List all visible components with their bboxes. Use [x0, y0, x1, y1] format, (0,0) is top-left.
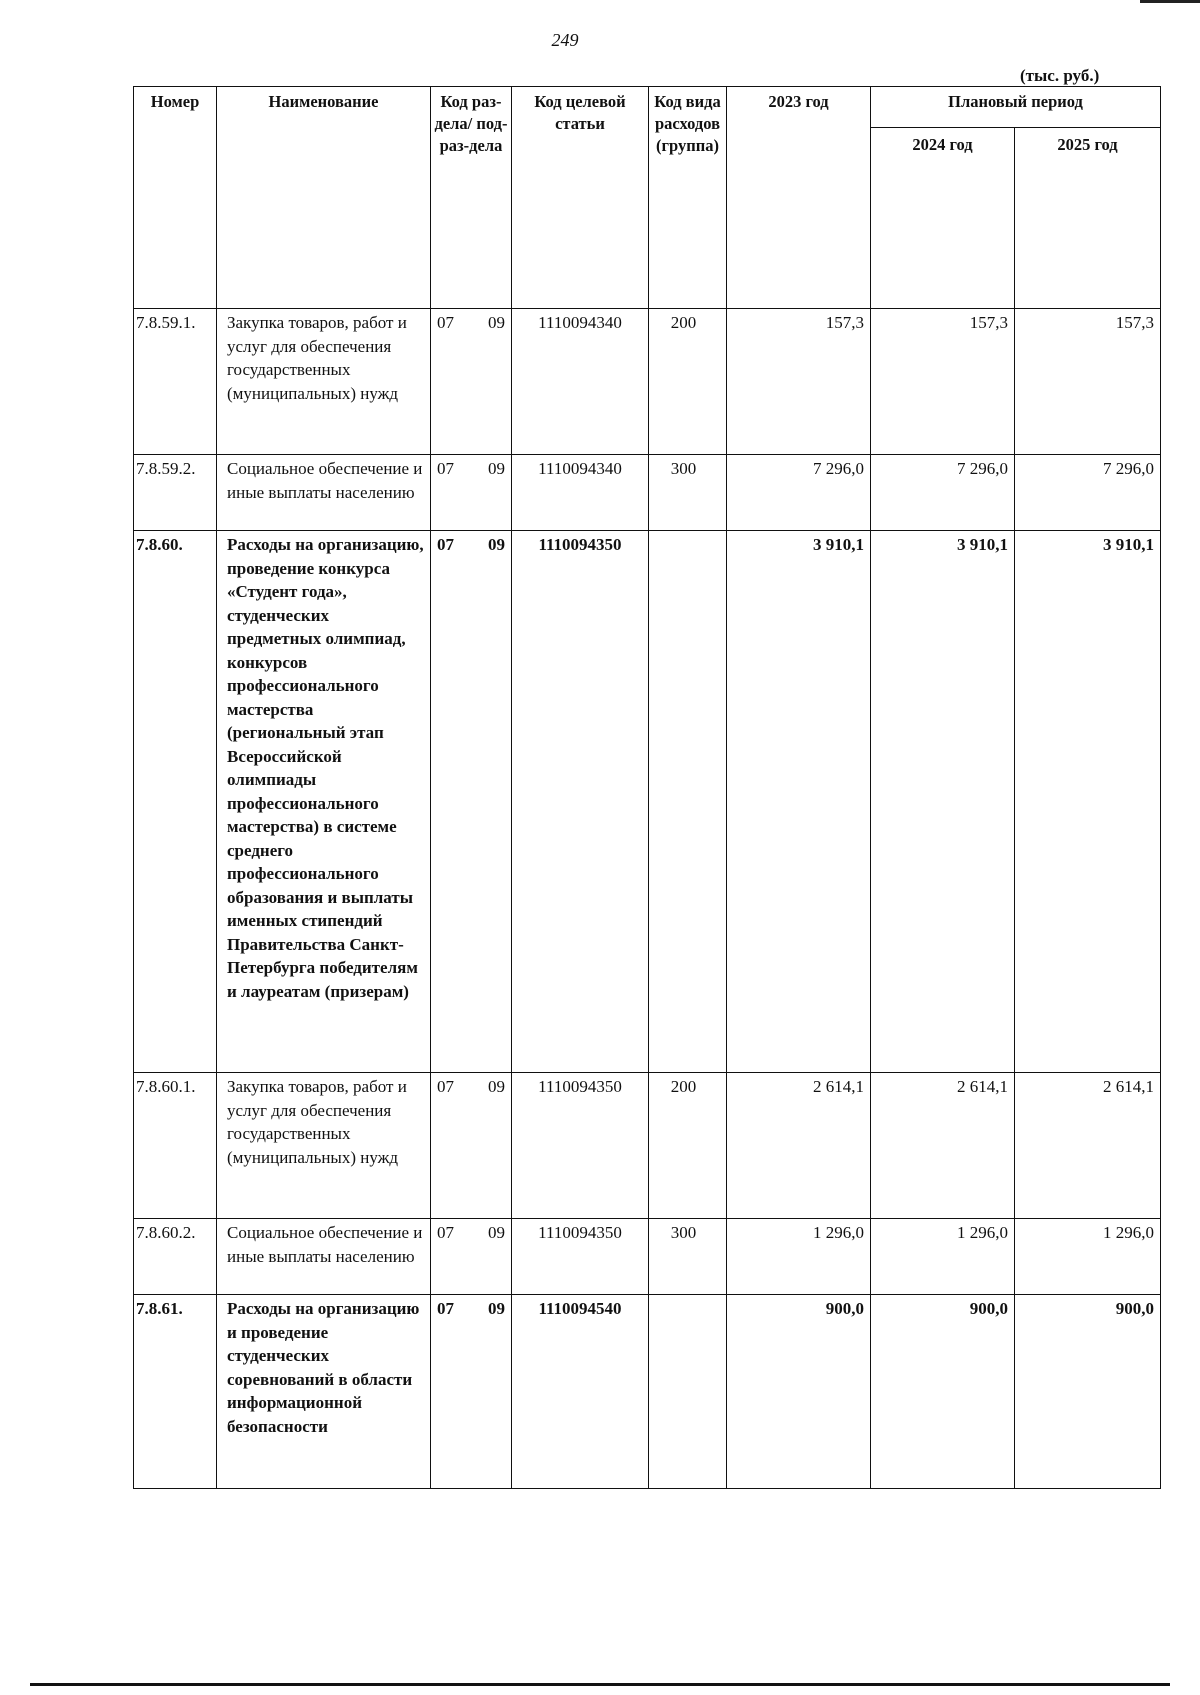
row-amount-2024: 3 910,1: [871, 531, 1015, 1073]
row-amount-2025: 7 296,0: [1015, 455, 1161, 531]
row-number: 7.8.59.2.: [134, 455, 217, 531]
row-name: Закупка товаров, работ и услуг для обеспечения государственных (муниципальных) нужд: [217, 309, 431, 455]
row-section-code: [431, 1219, 512, 1295]
row-group-code: 200: [649, 309, 727, 455]
row-section: 07: [437, 1223, 454, 1242]
row-amount-2023: 157,3: [727, 309, 871, 455]
row-amount-2023: 7 296,0: [727, 455, 871, 531]
row-section: 07: [437, 1077, 454, 1096]
row-amount-2023: 2 614,1: [727, 1073, 871, 1219]
row-target-code: 1110094350: [512, 1219, 649, 1295]
row-target-code: 1110094340: [512, 309, 649, 455]
row-amount-2025: 2 614,1: [1015, 1073, 1161, 1219]
row-name: Расходы на организацию и проведение студенческих соревнований в области информационной безопасности: [217, 1295, 431, 1489]
row-subsection: 09: [488, 313, 505, 332]
row-amount-2023: 3 910,1: [727, 531, 871, 1073]
row-group-code: 300: [649, 1219, 727, 1295]
row-target-code: 1110094350: [512, 1073, 649, 1219]
row-amount-2025: 1 296,0: [1015, 1219, 1161, 1295]
row-number: 7.8.60.2.: [134, 1219, 217, 1295]
header-year-2024: 2024 год: [871, 128, 1015, 309]
row-name: Закупка товаров, работ и услуг для обеспечения государственных (муниципальных) нужд: [217, 1073, 431, 1219]
row-section: 07: [437, 313, 454, 332]
table-header: [134, 87, 1161, 309]
row-group-code: 200: [649, 1073, 727, 1219]
header-number: Номер: [134, 87, 217, 309]
header-section: Код раз-дела/ под-раз-дела: [431, 87, 512, 309]
row-name: Социальное обеспечение и иные выплаты населению: [217, 455, 431, 531]
row-name: Расходы на организацию, проведение конкурса «Студент года», студенческих предметных олимпиад, конкурсов профессионального мастерства (региональный этап Всероссийской олимпиады профессионального мастерства) в системе среднего профессионального образования и выплаты именных стипендий Правительства Санкт-Петербурга победителям и лауреатам (призерам): [217, 531, 431, 1073]
row-section-code: [431, 309, 512, 455]
header-year-2023: 2023 год: [727, 87, 871, 309]
row-name: Социальное обеспечение и иные выплаты населению: [217, 1219, 431, 1295]
row-amount-2024: 157,3: [871, 309, 1015, 455]
row-subsection: 09: [488, 535, 505, 554]
row-subsection: 09: [488, 1077, 505, 1096]
units-label: (тыс. руб.): [1020, 66, 1100, 85]
row-amount-2025: 157,3: [1015, 309, 1161, 455]
row-section-code: [431, 1295, 512, 1489]
row-group-code: [649, 531, 727, 1073]
scan-corner-mark: [1140, 0, 1200, 3]
row-target-code: 1110094540: [512, 1295, 649, 1489]
table-row: [134, 1073, 1161, 1219]
row-number: 7.8.59.1.: [134, 309, 217, 455]
header-year-2025: 2025 год: [1015, 128, 1161, 309]
row-number: 7.8.60.: [134, 531, 217, 1073]
row-section-code: [431, 531, 512, 1073]
row-amount-2023: 900,0: [727, 1295, 871, 1489]
row-section: 07: [437, 459, 454, 478]
row-amount-2024: 7 296,0: [871, 455, 1015, 531]
row-amount-2024: 1 296,0: [871, 1219, 1015, 1295]
row-subsection: 09: [488, 1299, 505, 1318]
table-body: [134, 309, 1161, 1489]
row-number: 7.8.61.: [134, 1295, 217, 1489]
table-row: [134, 455, 1161, 531]
row-amount-2025: 3 910,1: [1015, 531, 1161, 1073]
table-row: [134, 1295, 1161, 1489]
row-target-code: 1110094350: [512, 531, 649, 1073]
row-section-code: [431, 455, 512, 531]
row-subsection: 09: [488, 459, 505, 478]
row-target-code: 1110094340: [512, 455, 649, 531]
footer-rule: [30, 1683, 1170, 1686]
row-subsection: 09: [488, 1223, 505, 1242]
header-name: Наименование: [217, 87, 431, 309]
table-row: [134, 309, 1161, 455]
header-target: Код целевой статьи: [512, 87, 649, 309]
row-section: 07: [437, 1299, 454, 1318]
row-amount-2023: 1 296,0: [727, 1219, 871, 1295]
header-group: Код вида расходов (группа): [649, 87, 727, 309]
table-row: [134, 531, 1161, 1073]
row-amount-2025: 900,0: [1015, 1295, 1161, 1489]
row-section-code: [431, 1073, 512, 1219]
table-row: [134, 1219, 1161, 1295]
budget-table: [133, 86, 1161, 1489]
row-number: 7.8.60.1.: [134, 1073, 217, 1219]
row-group-code: 300: [649, 455, 727, 531]
page-number: 249: [551, 30, 579, 50]
row-group-code: [649, 1295, 727, 1489]
row-amount-2024: 900,0: [871, 1295, 1015, 1489]
row-amount-2024: 2 614,1: [871, 1073, 1015, 1219]
header-plan-period: Плановый период: [871, 87, 1161, 128]
row-section: 07: [437, 535, 454, 554]
